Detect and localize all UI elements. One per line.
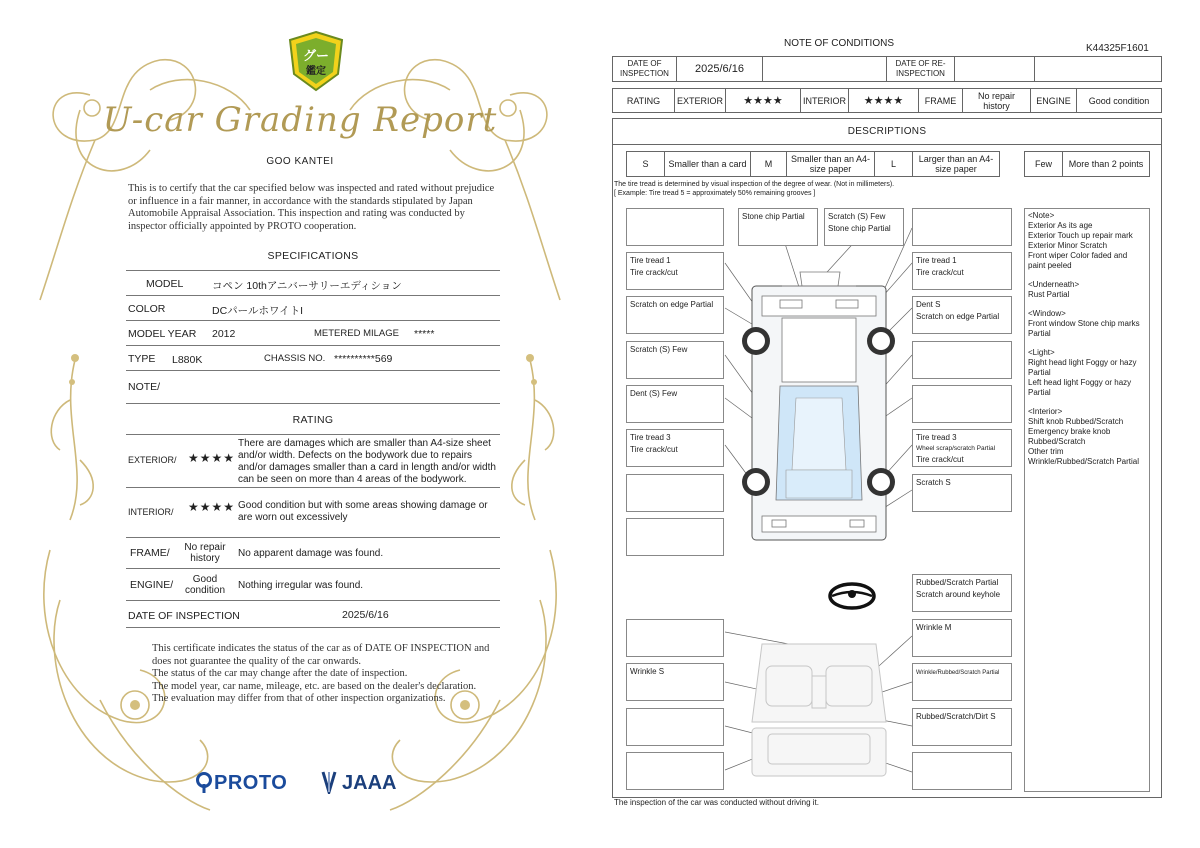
frame-label: FRAME/: [130, 547, 170, 559]
jaaa-logo: JAAA: [342, 772, 397, 794]
condition-box-tire1-right: [912, 252, 1012, 290]
condition-box: [912, 341, 1012, 379]
engine-value: Good condition: [1077, 89, 1162, 113]
milage-value: *****: [414, 328, 435, 340]
box-text: Scratch on edge Partial: [630, 300, 714, 309]
tread-note-line: [ Example: Tire tread 5 = approximately 50% remaining grooves ]: [614, 190, 816, 197]
footer-line: The evaluation may differ from that of other inspection organizations.: [152, 693, 446, 705]
svg-text:グー: グー: [302, 49, 330, 64]
rating-row-interior: [126, 488, 500, 538]
note-line: Shift knob Rubbed/Scratch: [1028, 417, 1124, 426]
note-line: <Underneath>: [1028, 280, 1080, 289]
model-label: MODEL: [146, 278, 184, 290]
box-text: Dent (S) Few: [630, 389, 678, 398]
note-line: <Note>: [1028, 211, 1055, 220]
condition-box-tire3-left: [626, 429, 724, 467]
condition-box-steering: [912, 574, 1012, 612]
proto-logo: PROTO: [214, 772, 288, 794]
chassis-value: **********569: [334, 353, 393, 365]
note-line: Other trim Wrinkle/Rubbed/Scratch Partial: [1028, 447, 1140, 466]
type-value: L880K: [172, 354, 203, 366]
box-text: Dent S: [916, 300, 941, 309]
condition-box-stone-chip: [738, 208, 818, 246]
steering-wheel-icon: [830, 584, 874, 608]
note-line: Rust Partial: [1028, 290, 1070, 299]
box-text: Tire crack/cut: [630, 268, 678, 277]
jaaa-logo-icon: [319, 770, 339, 794]
condition-box-dent-few: [626, 385, 724, 423]
exterior-stars: ★★★★: [726, 89, 801, 113]
engine-value: Good condition: [184, 574, 226, 596]
condition-box-scratch-s: [912, 474, 1012, 512]
condition-box: [912, 385, 1012, 423]
box-text: Wrinkle/Rubbed/Scratch Partial: [916, 670, 1000, 676]
condition-box-wrinkle-rubbed: [912, 663, 1012, 701]
box-text: Rubbed/Scratch Partial: [916, 578, 999, 587]
engine-desc: Nothing irregular was found.: [238, 580, 364, 591]
certificate-footer: [152, 643, 492, 706]
box-text: Tire tread 3: [916, 433, 957, 442]
date-label: DATE OF INSPECTION: [128, 610, 240, 622]
note-group: [1028, 348, 1146, 398]
condition-box: [912, 208, 1012, 246]
frame-value: No repair history: [184, 542, 226, 564]
box-text: Wheel scrap/scratch Partial: [916, 445, 996, 452]
note-group: [1028, 407, 1146, 467]
legend-few: Few: [1025, 152, 1063, 177]
rating-heading: RATING: [292, 414, 334, 426]
rating-row-frame: [126, 538, 500, 569]
note-line: Exterior Minor Scratch: [1028, 241, 1108, 250]
note-label: NOTE/: [128, 381, 161, 393]
frame-value: No repair history: [963, 89, 1031, 113]
condition-box: [626, 619, 724, 657]
model-year-value: 2012: [212, 328, 236, 340]
legend-l-text: Larger than an A4-size paper: [913, 152, 1000, 177]
exterior-label: EXTERIOR/: [128, 455, 177, 465]
condition-box-scratch-few: [626, 341, 724, 379]
box-text: Tire crack/cut: [916, 455, 964, 464]
bottom-note: The inspection of the car was conducted without driving it.: [614, 798, 819, 807]
interior-stars: ★★★★: [849, 89, 919, 113]
interior-label: INTERIOR: [801, 89, 849, 113]
box-text: Tire crack/cut: [630, 445, 678, 454]
date-value: 2025/6/16: [677, 57, 763, 82]
exterior-label: EXTERIOR: [675, 89, 726, 113]
engine-label: ENGINE: [1031, 89, 1077, 113]
note-group: [1028, 211, 1146, 271]
condition-box-scratch-edge: [626, 296, 724, 334]
spec-row-year: [126, 321, 500, 346]
rating-row-exterior: [126, 435, 500, 488]
descriptions-heading: DESCRIPTIONS: [613, 119, 1161, 145]
type-label: TYPE: [128, 353, 156, 365]
specifications-heading: SPECIFICATIONS: [267, 250, 359, 262]
note-group: [1028, 309, 1146, 339]
intro-text: This is to certify that the car specified below was inspected and rated without prejudice or influence in a fair manner, in accordance with the standards stipulated by Japan Automobile Appraisal Association. This inspection and rating was conducted by inspector officially appointed by PROTO cooperation.: [128, 183, 495, 232]
note-line: Right head light Foggy or hazy Partial: [1028, 358, 1137, 377]
rating-label: RATING: [613, 89, 675, 113]
conditions-title: NOTE OF CONDITIONS: [784, 38, 894, 49]
report-subtitle: GOO KANTEI: [266, 156, 334, 167]
legend-s-text: Smaller than a card: [665, 152, 751, 177]
legend-l: L: [875, 152, 913, 177]
interior-label: INTERIOR/: [128, 507, 174, 517]
condition-box: [626, 208, 724, 246]
box-text: Tire tread 1: [916, 256, 957, 265]
spec-row-color: [126, 296, 500, 321]
footer-line: This certificate indicates the status of the car as of DATE OF INSPECTION and does not guarantee the quality of the car onwards.: [152, 643, 490, 667]
date-value: 2025/6/16: [342, 609, 389, 621]
spec-row-note: [126, 371, 500, 404]
box-text: Tire tread 3: [630, 433, 671, 442]
model-year-label: MODEL YEAR: [128, 328, 197, 340]
note-line: <Light>: [1028, 348, 1055, 357]
notes-box: [1024, 208, 1150, 792]
condition-box-wrinkle-s: [626, 663, 724, 701]
frame-label: FRAME: [919, 89, 963, 113]
note-line: Exterior As its age: [1028, 221, 1093, 230]
condition-box: [626, 474, 724, 512]
note-line: Left head light Foggy or hazy Partial: [1028, 378, 1132, 397]
box-text: Scratch S: [916, 478, 951, 487]
rating-row-date: [126, 601, 500, 628]
box-text: Rubbed/Scratch/Dirt S: [916, 712, 996, 721]
chassis-label: CHASSIS NO.: [264, 353, 326, 364]
box-text: Tire crack/cut: [916, 268, 964, 277]
condition-box-tire3-right: [912, 429, 1012, 467]
condition-box-tire1-left: [626, 252, 724, 290]
box-text: Stone chip Partial: [742, 212, 805, 221]
goo-kantei-badge-icon: [286, 30, 346, 92]
spec-row-type: [126, 346, 500, 371]
condition-box: [626, 752, 724, 790]
note-of-conditions: [600, 0, 1200, 848]
box-text: Scratch on edge Partial: [916, 312, 1000, 321]
legend-few-text: More than 2 points: [1063, 152, 1150, 177]
exterior-desc: There are damages which are smaller than A4-size sheet and/or width. Defects on the bodywork due to repairs and/or damages smaller than a card in length and/or width can be seen on more than 4 areas of the bodywork.: [238, 438, 496, 485]
engine-label: ENGINE/: [130, 579, 174, 591]
model-value: コペン 10thアニバーサリーエディション: [212, 280, 402, 292]
note-line: Front window Stone chip marks Partial: [1028, 319, 1140, 338]
reinspection-label: DATE OF RE-INSPECTION: [887, 57, 955, 82]
condition-box: [626, 708, 724, 746]
box-text: Scratch (S) Few: [828, 212, 886, 221]
legend-s: S: [627, 152, 665, 177]
color-label: COLOR: [128, 303, 166, 315]
condition-box-wrinkle-m: [912, 619, 1012, 657]
box-text: Wrinkle S: [630, 667, 665, 676]
frame-desc: No apparent damage was found.: [238, 548, 384, 559]
condition-box-rubbed-dirt: [912, 708, 1012, 746]
footer-line: The model year, car name, mileage, etc. are based on the dealer's declaration.: [152, 680, 477, 692]
spec-row-model: [126, 271, 500, 296]
condition-box-scratch-stone: [824, 208, 904, 246]
condition-box-dent-scratch: [912, 296, 1012, 334]
note-line: <Interior>: [1028, 407, 1063, 416]
note-line: Exterior Touch up repair mark: [1028, 231, 1133, 240]
report-title: U-car Grading Report: [102, 100, 498, 140]
interior-desc: Good condition but with some areas showing damage or are worn out excessively: [238, 500, 488, 523]
note-line: Emergency brake knob Rubbed/Scratch: [1028, 427, 1111, 446]
interior-stars: ★★★★: [188, 500, 236, 514]
proto-logo-icon: [196, 772, 212, 794]
legend-m-text: Smaller than an A4-size paper: [787, 152, 875, 177]
svg-text:鑑定: 鑑定: [306, 66, 326, 77]
footer-line: The status of the car may change after the date of inspection.: [152, 668, 408, 680]
exterior-stars: ★★★★: [188, 451, 236, 465]
note-line: Front wiper Color faded and paint peeled: [1028, 251, 1128, 270]
condition-box: [626, 518, 724, 556]
tread-note: [614, 180, 894, 198]
box-text: Scratch around keyhole: [916, 590, 1001, 599]
date-label: DATE OF INSPECTION: [613, 57, 677, 82]
reference-number: K44325F1601: [1086, 43, 1149, 54]
rating-row-engine: [126, 569, 500, 601]
box-text: Tire tread 1: [630, 256, 671, 265]
box-text: Stone chip Partial: [828, 224, 891, 233]
note-group: [1028, 280, 1146, 300]
legend-m: M: [751, 152, 787, 177]
box-text: Wrinkle M: [916, 623, 952, 632]
box-text: Scratch (S) Few: [630, 345, 688, 354]
condition-box: [912, 752, 1012, 790]
tread-note-line: The tire tread is determined by visual inspection of the degree of wear. (Not in millimeters).: [614, 181, 895, 188]
milage-label: METERED MILAGE: [314, 328, 399, 339]
note-line: <Window>: [1028, 309, 1066, 318]
color-value: DCパールホワイトI: [212, 305, 304, 317]
